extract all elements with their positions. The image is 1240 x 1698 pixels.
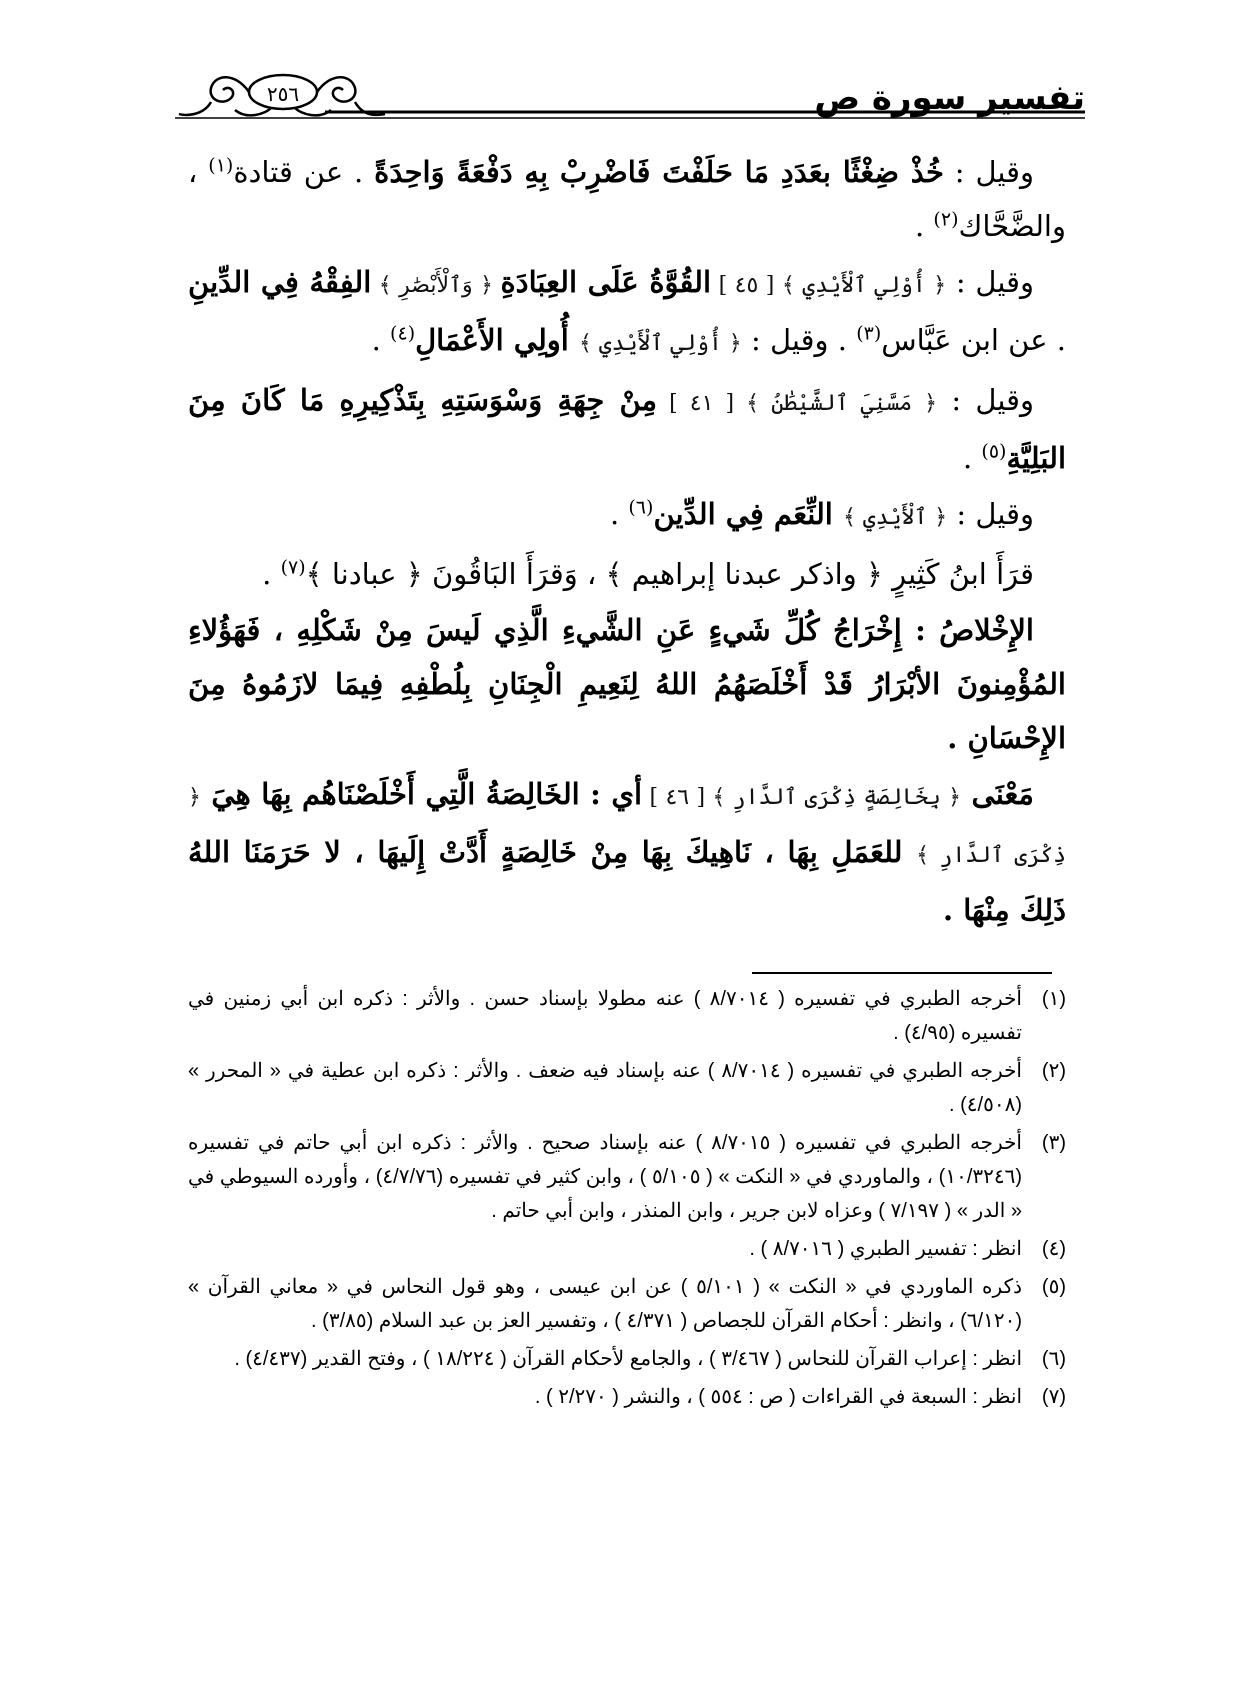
paragraph-1 bbox=[188, 145, 1066, 253]
paragraph-5 bbox=[188, 547, 1066, 601]
emphasis-text: النِّعَم فِي الدِّين bbox=[653, 497, 843, 531]
footnote-ref: (٤) bbox=[390, 322, 416, 345]
quran-quote: ﴿ ٱلْأَيْدِي ﴾ bbox=[842, 505, 948, 530]
text: . وقيل : bbox=[741, 323, 857, 357]
page-number: ٢٥٦ bbox=[266, 82, 300, 106]
footnote-number: (٦) bbox=[1041, 1348, 1066, 1370]
emphasis-text: مَعْنَى bbox=[961, 777, 1034, 811]
paragraph-2 bbox=[188, 255, 1066, 371]
footnote bbox=[188, 1126, 1066, 1228]
footnote-ref: (٧) bbox=[280, 556, 306, 579]
text: . bbox=[609, 497, 629, 531]
footnote bbox=[188, 1270, 1066, 1338]
footnote-text: أخرجه الطبري في تفسيره ( ٨/٧٠١٤ ) عنه بإسناد فيه ضعف . والأثر : ذكره ابن عطية في « المحرر » (٤/٥٠٨) . bbox=[188, 1060, 1022, 1116]
emphasis-text: مِنْ جِهَةِ وَسْوَسَتِهِ بِتَذْكِيرِهِ مَا كَانَ مِنَ البَلِيَّةِ bbox=[188, 383, 1066, 475]
emphasis-text: أي : الخَالِصَةُ الَّتِي أَخْلَصْنَاهُم بِهَا هِيَ bbox=[200, 777, 643, 811]
footnote-ref: (٢) bbox=[933, 208, 959, 231]
footnote-number: (٤) bbox=[1041, 1238, 1066, 1260]
page-header bbox=[175, 62, 1085, 132]
text: . bbox=[962, 441, 982, 475]
text: ، والضَّحَّاك bbox=[188, 155, 1066, 243]
paragraph-6 bbox=[188, 603, 1066, 765]
quran-quote: ﴿ ذِكْرَى ٱلدَّارِ ﴾ bbox=[188, 785, 1066, 868]
footnote-number: (٢) bbox=[1041, 1060, 1066, 1082]
verse-number: [ ٤٦ ] bbox=[642, 785, 713, 810]
footnote-text: انظر : إعراب القرآن للنحاس ( ٣/٤٦٧ ) ، والجامع لأحكام القرآن ( ١٨/٢٢٤ ) ، وفتح القدير (٤/٤٣٧) . bbox=[234, 1348, 1022, 1370]
footnote bbox=[188, 982, 1066, 1050]
footnote bbox=[188, 1232, 1066, 1266]
footnote-number: (٧) bbox=[1041, 1386, 1066, 1408]
text: . bbox=[914, 209, 934, 243]
main-text bbox=[188, 145, 1066, 939]
footnote-ref: (١) bbox=[208, 154, 234, 177]
emphasis-text: أُولِي الأَعْمَالِ bbox=[415, 323, 579, 357]
emphasis-text: خُذْ ضِغْثًا بعَدَدِ مَا حَلَفْتَ فَاضْرِبْ بِهِ دَفْعَةً وَاحِدَةً bbox=[374, 155, 944, 189]
paragraph-3 bbox=[188, 373, 1066, 485]
footnote-text: أخرجه الطبري في تفسيره ( ٨/٧٠١٥ ) عنه بإسناد صحيح . والأثر : ذكره ابن أبي حاتم في تفسيره (١٠/٣٢٤٦) ، والماوردي في « النكت » ( ٥/١٠٥ ) ، وابن كثير في تفسيره (٤/٧/٧٦) ، وأورده السيوطي في « الدر » ( ٧/١٩٧ ) وعزاه لابن جرير ، وابن المنذر ، وابن أبي حاتم . bbox=[188, 1132, 1023, 1222]
footnote-text: انظر : السبعة في القراءات ( ص : ٥٥٤ ) ، والنشر ( ٢/٢٧٠ ) . bbox=[534, 1386, 1022, 1408]
paragraph-7 bbox=[188, 767, 1066, 937]
text: قرَأَ ابنُ كَثِيرٍ ﴿ واذكر عبدنا إبراهيم ﴾ ، وَقرَأَ البَاقُونَ ﴿ عبادنا ﴾ bbox=[305, 557, 1034, 591]
verse-number: [ ٤٥ ] bbox=[711, 273, 782, 298]
footnote-number: (١) bbox=[1041, 988, 1066, 1010]
text: وقيل : bbox=[937, 383, 1034, 417]
footnote bbox=[188, 1342, 1066, 1376]
footnote-divider bbox=[752, 972, 1052, 974]
text: وقيل : bbox=[943, 155, 1035, 189]
text: . عن قتادة bbox=[233, 155, 375, 189]
text: . عن ابن عَبَّاس bbox=[881, 323, 1066, 357]
quran-quote: ﴿ أُوْلِي ٱلْأَيْدِي ﴾ bbox=[578, 331, 742, 356]
quran-quote: ﴿ بِخَالِصَةٍ ذِكْرَى ٱلدَّارِ ﴾ bbox=[712, 785, 962, 810]
page-title: تفسير سورة ص bbox=[814, 78, 1085, 118]
footnote bbox=[188, 1054, 1066, 1122]
footnote-text: انظر : تفسير الطبري ( ٨/٧٠١٦ ) . bbox=[749, 1238, 1022, 1260]
text: . bbox=[371, 323, 391, 357]
quran-quote: ﴿ أُوْلِي ٱلْأَيْدِي ﴾ bbox=[781, 273, 947, 298]
footnote-text: ذكره الماوردي في « النكت » ( ٥/١٠١ ) عن ابن عيسى ، وهو قول النحاس في « معاني القرآن » (٦/١٢٠) ، وانظر : أحكام القرآن للجصاص ( ٤/٣٧١ ) ، وتفسير العز بن عبد السلام (٣/٨٥) . bbox=[188, 1276, 1022, 1332]
verse-number: [ ٤١ ] bbox=[657, 391, 747, 416]
paragraph-4 bbox=[188, 487, 1066, 545]
footnote-ref: (٦) bbox=[628, 496, 654, 519]
emphasis-text: الفِقْهُ فِي الدِّينِ bbox=[188, 265, 372, 299]
footnote-number: (٥) bbox=[1041, 1276, 1066, 1298]
text: . bbox=[262, 557, 281, 591]
emphasis-text: الإِخْلاصُ : إِخْرَاجُ كُلِّ شَيءٍ عَنِ الشَّيءِ الَّذِي لَيسَ مِنْ شَكْلِهِ ، فَهَؤُلاءِ المُؤْمِنونَ الأبْرَارُ قَدْ أَخْلَصَهُمُ اللهُ لِنَعِيمِ الْجِنَانِ بِلُطْفِهِ فِيمَا لازَمُوهُ مِنَ الإِحْسَانِ . bbox=[188, 613, 1066, 755]
emphasis-text: القُوَّةُ عَلَى العِبَادَةِ bbox=[500, 265, 712, 299]
footnote-ref: (٥) bbox=[981, 440, 1007, 463]
footnotes bbox=[188, 982, 1066, 1418]
footnote-number: (٣) bbox=[1041, 1132, 1066, 1154]
emphasis-text: للعَمَلِ بِهَا ، نَاهِيكَ بِهَا مِنْ خَالِصَةٍ أَدَّتْ إِلَيهَا ، لا حَرَمَنَا اللهُ ذَلِكَ مِنْهَا . bbox=[188, 835, 1066, 927]
text: وقيل : bbox=[947, 497, 1034, 531]
footnote bbox=[188, 1380, 1066, 1414]
footnote-text: أخرجه الطبري في تفسيره ( ٨/٧٠١٤ ) عنه مطولا بإسناد حسن . والأثر : ذكره ابن أبي زمنين في تفسيره (٤/٩٥) . bbox=[188, 988, 1022, 1044]
text: وقيل : bbox=[946, 265, 1035, 299]
quran-quote: ﴿ مَسَّنِيَ ٱلشَّيْطَٰنُ ﴾ bbox=[746, 391, 938, 416]
footnote-ref: (٣) bbox=[856, 322, 882, 345]
quran-quote: ﴿ وَٱلْأَبْصَٰرِ ﴾ bbox=[371, 273, 501, 298]
